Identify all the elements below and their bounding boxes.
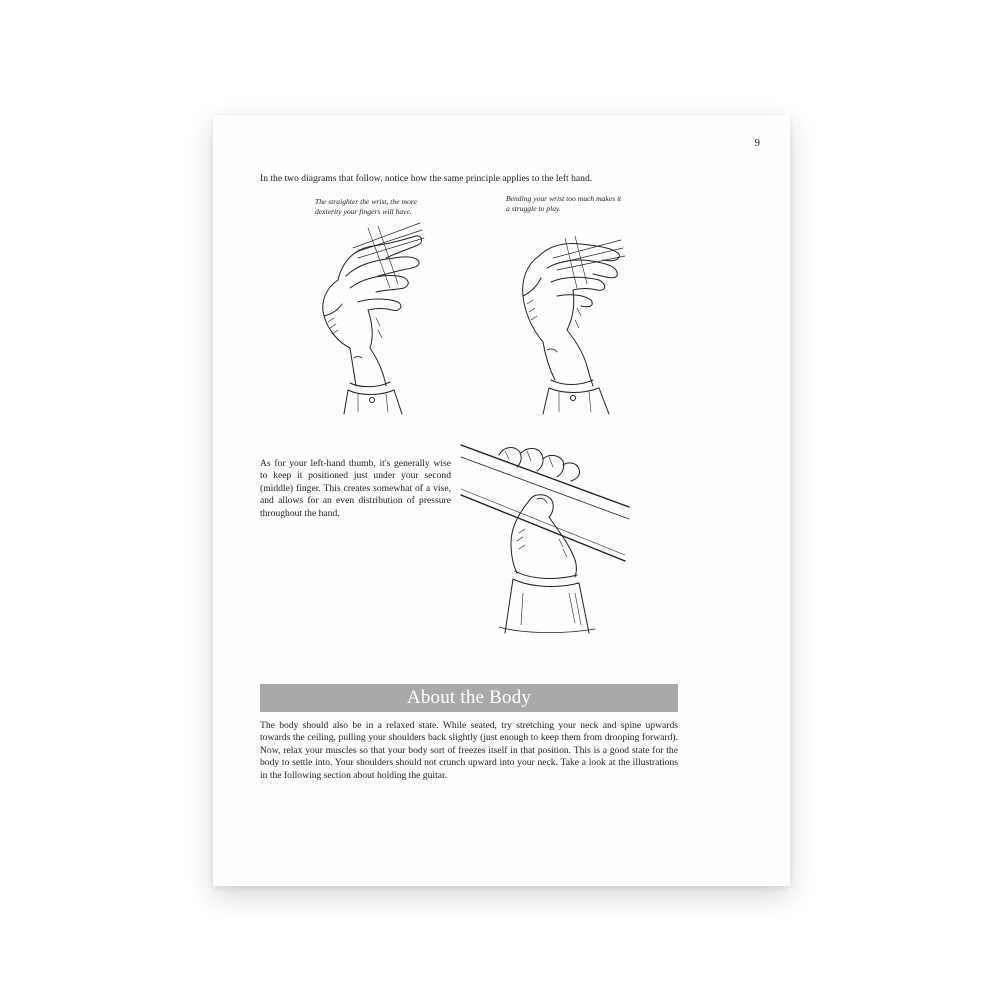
bent-wrist-illustration <box>503 218 633 418</box>
section-header-bar <box>260 684 678 712</box>
thumb-position-paragraph: As for your left-hand thumb, it's generally wise to keep it positioned just under your second (middle) finger. This creates somewhat of a vise, and allows for an even distribution of pressure throughout the hand. <box>260 458 451 519</box>
straight-wrist-illustration <box>298 218 428 418</box>
section-title: About the Body <box>406 687 532 708</box>
book-page <box>213 115 790 886</box>
caption-bent-wrist: Bending your wrist too much makes it a struggle to play. <box>506 194 622 213</box>
thumb-behind-neck-illustration <box>459 443 639 643</box>
page-number: 9 <box>754 137 760 149</box>
body-posture-paragraph: The body should also be in a relaxed state. While seated, try stretching your neck and spine upwards towards the ceiling, pulling your shoulders back slightly (just enough to keep them from drooping forward). Now, relax your muscles so that your body sort of freezes itself in that position. This is a good state for the body to settle into. Your shoulders should not crunch upward into your neck. Take a look at the illustrations in the following section about holding the guitar. <box>260 720 678 781</box>
intro-sentence: In the two diagrams that follow, notice how the same principle applies to the left hand. <box>260 173 593 184</box>
caption-straight-wrist: The straighter the wrist, the more dexterity your fingers will have. <box>315 197 417 216</box>
